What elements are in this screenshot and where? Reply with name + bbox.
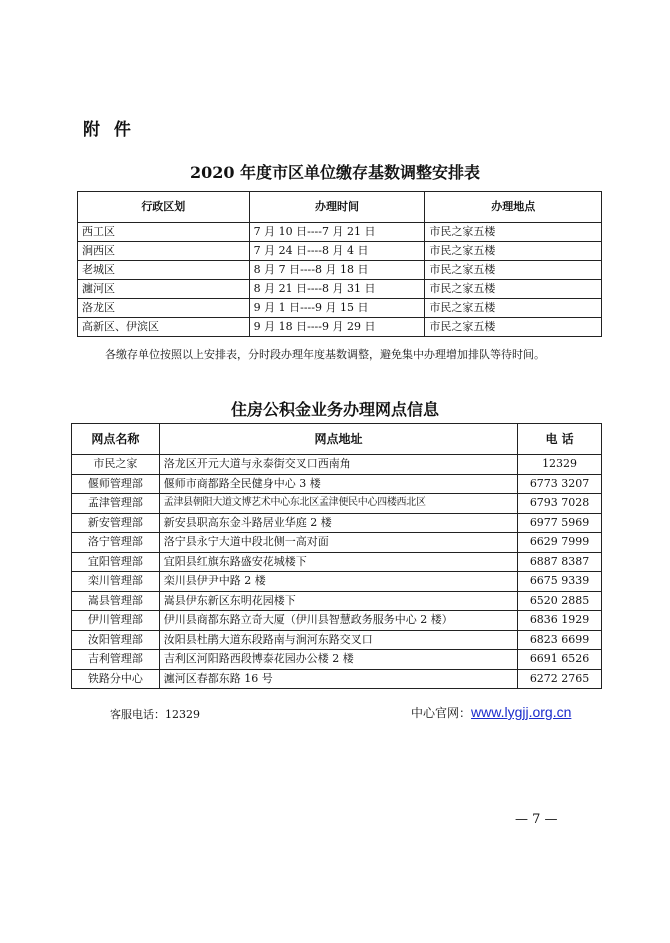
website-label: 中心官网： — [411, 706, 472, 720]
outlet-phone-cell: 6836 1929 — [518, 611, 602, 631]
outlet-phone-cell: 6675 9339 — [518, 572, 602, 592]
outlet-address-cell: 吉利区河阳路西段博泰花园办公楼 2 楼 — [159, 650, 517, 670]
table-row — [72, 669, 602, 689]
table-row — [78, 261, 602, 280]
outlet-phone-cell: 6793 7028 — [518, 494, 602, 514]
location-cell: 市民之家五楼 — [425, 318, 602, 337]
official-website — [411, 704, 571, 721]
outlet-phone-cell: 6773 3207 — [518, 474, 602, 494]
outlet-address-cell: 瀍河区春都东路 16 号 — [159, 669, 517, 689]
outlet-phone-cell: 12329 — [518, 455, 602, 475]
table-row — [72, 533, 602, 553]
table-row — [72, 552, 602, 572]
district-cell: 涧西区 — [78, 242, 250, 261]
time-cell: 9 月 1 日----9 月 15 日 — [249, 299, 425, 318]
table-row — [72, 513, 602, 533]
time-cell: 7 月 24 日----8 月 4 日 — [249, 242, 425, 261]
outlet-phone-cell: 6691 6526 — [518, 650, 602, 670]
outlet-name-cell: 铁路分中心 — [72, 669, 160, 689]
time-cell: 7 月 10 日----7 月 21 日 — [249, 223, 425, 242]
location-cell: 市民之家五楼 — [425, 242, 602, 261]
service-hotline: 客服电话：12329 — [110, 708, 200, 721]
website-link[interactable]: www.lygjj.org.cn — [471, 704, 572, 720]
outlet-name-cell: 嵩县管理部 — [72, 591, 160, 611]
table-row — [72, 474, 602, 494]
schedule-header-district: 行政区划 — [78, 192, 250, 223]
outlet-name-cell: 栾川管理部 — [72, 572, 160, 592]
table-row — [72, 494, 602, 514]
table-row — [78, 299, 602, 318]
location-cell: 市民之家五楼 — [425, 261, 602, 280]
outlet-address-cell: 宜阳县红旗东路盛安花城楼下 — [159, 552, 517, 572]
outlets-header-address: 网点地址 — [159, 424, 517, 455]
table-row — [78, 223, 602, 242]
schedule-title: 2020 年度市区单位缴存基数调整安排表 — [189, 163, 481, 182]
location-cell: 市民之家五楼 — [425, 280, 602, 299]
outlet-name-cell: 偃师管理部 — [72, 474, 160, 494]
outlet-address-cell: 洛宁县永宁大道中段北侧一高对面 — [159, 533, 517, 553]
outlets-header-row — [72, 424, 602, 455]
table-row — [72, 630, 602, 650]
outlet-address-cell: 偃师市商都路全民健身中心 3 楼 — [159, 474, 517, 494]
district-cell: 老城区 — [78, 261, 250, 280]
outlet-address-cell: 汝阳县杜鹃大道东段路南与涧河东路交叉口 — [159, 630, 517, 650]
outlet-phone-cell: 6823 6699 — [518, 630, 602, 650]
table-row — [78, 318, 602, 337]
district-cell: 西工区 — [78, 223, 250, 242]
page-number: — 7 — — [515, 812, 558, 827]
location-cell: 市民之家五楼 — [425, 299, 602, 318]
outlet-phone-cell: 6272 2765 — [518, 669, 602, 689]
outlet-name-cell: 宜阳管理部 — [72, 552, 160, 572]
outlet-phone-cell: 6887 8387 — [518, 552, 602, 572]
outlet-name-cell: 市民之家 — [72, 455, 160, 475]
outlet-address-cell: 新安县职高东金斗路居业华庭 2 楼 — [159, 513, 517, 533]
table-row — [78, 280, 602, 299]
table-row — [72, 455, 602, 475]
outlet-name-cell: 吉利管理部 — [72, 650, 160, 670]
outlet-phone-cell: 6629 7999 — [518, 533, 602, 553]
outlet-name-cell: 汝阳管理部 — [72, 630, 160, 650]
table-row — [72, 611, 602, 631]
district-cell: 瀍河区 — [78, 280, 250, 299]
schedule-header-location: 办理地点 — [425, 192, 602, 223]
outlet-phone-cell: 6977 5969 — [518, 513, 602, 533]
time-cell: 8 月 7 日----8 月 18 日 — [249, 261, 425, 280]
schedule-header-row — [78, 192, 602, 223]
outlets-title: 住房公积金业务办理网点信息 — [230, 400, 439, 419]
outlet-name-cell: 新安管理部 — [72, 513, 160, 533]
time-cell: 8 月 21 日----8 月 31 日 — [249, 280, 425, 299]
outlets-table — [71, 423, 602, 689]
schedule-header-time: 办理时间 — [249, 192, 425, 223]
outlet-address-cell: 洛龙区开元大道与永泰街交叉口西南角 — [159, 455, 517, 475]
outlet-address-cell: 嵩县伊东新区东明花园楼下 — [159, 591, 517, 611]
table-row — [72, 650, 602, 670]
outlets-header-phone: 电 话 — [518, 424, 602, 455]
table-row — [72, 591, 602, 611]
district-cell: 高新区、伊滨区 — [78, 318, 250, 337]
schedule-table — [77, 191, 602, 337]
location-cell: 市民之家五楼 — [425, 223, 602, 242]
attachment-label: 附 件 — [83, 120, 135, 140]
outlet-phone-cell: 6520 2885 — [518, 591, 602, 611]
schedule-note: 各缴存单位按照以上安排表，分时段办理年度基数调整，避免集中办理增加排队等待时间。 — [105, 348, 545, 361]
time-cell: 9 月 18 日----9 月 29 日 — [249, 318, 425, 337]
outlet-name-cell: 伊川管理部 — [72, 611, 160, 631]
table-row — [78, 242, 602, 261]
outlet-name-cell: 孟津管理部 — [72, 494, 160, 514]
outlet-address-cell: 伊川县商都东路立奇大厦（伊川县智慧政务服务中心 2 楼） — [159, 611, 517, 631]
outlet-address-cell: 栾川县伊尹中路 2 楼 — [159, 572, 517, 592]
outlet-address-cell: 孟津县朝阳大道文博艺术中心东北区孟津便民中心四楼西北区 — [159, 494, 517, 514]
outlets-header-name: 网点名称 — [72, 424, 160, 455]
district-cell: 洛龙区 — [78, 299, 250, 318]
table-row — [72, 572, 602, 592]
outlet-name-cell: 洛宁管理部 — [72, 533, 160, 553]
